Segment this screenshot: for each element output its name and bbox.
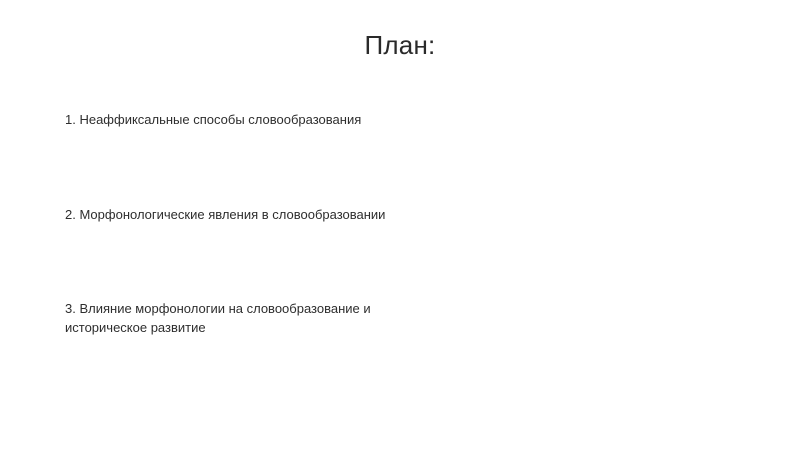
plan-item-2: 2. Морфонологические явления в словообразовании [65, 207, 386, 222]
slide-title: План: [364, 30, 436, 60]
plan-item-1: 1. Неаффиксальные способы словообразования [65, 112, 362, 127]
plan-item-3: 3. Влияние морфонологии на словообразование и историческое развитие [65, 301, 371, 335]
